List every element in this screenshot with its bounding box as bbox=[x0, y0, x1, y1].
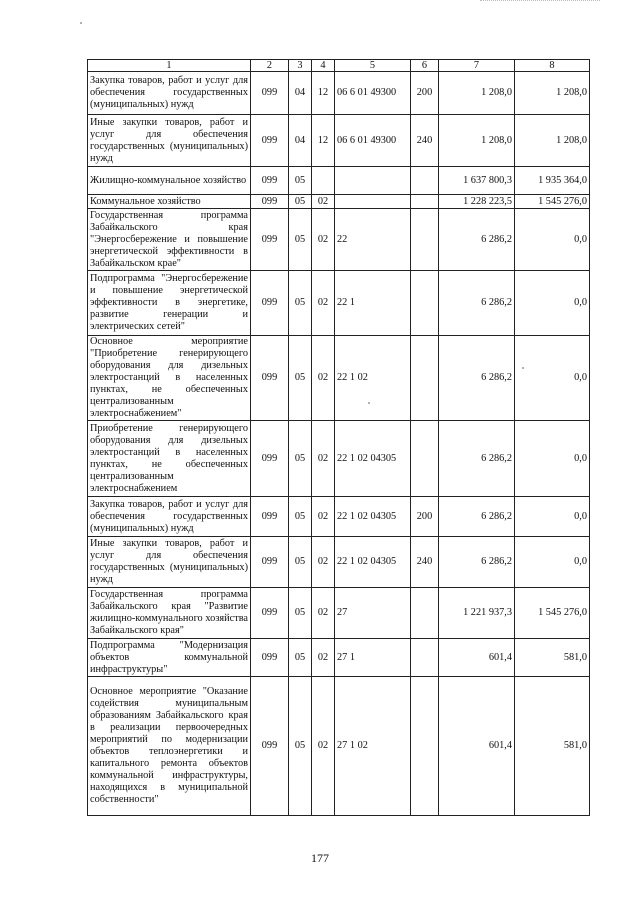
target-article-cell: 22 1 02 bbox=[335, 336, 411, 421]
target-article-cell: 27 bbox=[335, 588, 411, 639]
amount-year1-cell: 6 286,2 bbox=[439, 336, 515, 421]
subsection-cell: 02 bbox=[312, 497, 335, 537]
table-row bbox=[88, 537, 590, 588]
section-cell: 05 bbox=[289, 677, 312, 816]
table-row bbox=[88, 639, 590, 677]
item-name-cell: Закупка товаров, работ и услуг для обеспечения государственных (муниципальных) нужд bbox=[88, 497, 251, 537]
item-name-cell: Государственная программа Забайкальского края "Энергосбережение и повышение энергетической эффективности в Забайкальском крае" bbox=[88, 209, 251, 271]
header-cell: 6 bbox=[411, 60, 439, 72]
item-name-cell: Приобретение генерирующего оборудования для дизельных электростанций в населенных пунктах, не обеспеченных централизованным электроснабжением bbox=[88, 421, 251, 497]
table-row bbox=[88, 209, 590, 271]
item-name-cell: Закупка товаров, работ и услуг для обеспечения государственных (муниципальных) нужд bbox=[88, 72, 251, 115]
expense-type-cell: 200 bbox=[411, 72, 439, 115]
section-cell: 05 bbox=[289, 421, 312, 497]
page-number: 177 bbox=[311, 851, 329, 865]
subsection-cell: 02 bbox=[312, 195, 335, 209]
table-row bbox=[88, 588, 590, 639]
target-article-cell: 06 6 01 49300 bbox=[335, 72, 411, 115]
section-cell: 05 bbox=[289, 639, 312, 677]
target-article-cell: 22 1 bbox=[335, 271, 411, 336]
target-article-cell: 22 1 02 04305 bbox=[335, 497, 411, 537]
target-article-cell: 27 1 bbox=[335, 639, 411, 677]
table-row bbox=[88, 195, 590, 209]
target-article-cell: 22 bbox=[335, 209, 411, 271]
expense-type-cell: 200 bbox=[411, 497, 439, 537]
amount-year2-cell: 1 935 364,0 bbox=[515, 167, 590, 195]
target-article-cell bbox=[335, 195, 411, 209]
amount-year1-cell: 1 228 223,5 bbox=[439, 195, 515, 209]
expense-type-cell bbox=[411, 421, 439, 497]
amount-year2-cell: 581,0 bbox=[515, 677, 590, 816]
amount-year1-cell: 6 286,2 bbox=[439, 497, 515, 537]
header-cell: 7 bbox=[439, 60, 515, 72]
header-cell: 8 bbox=[515, 60, 590, 72]
target-article-cell bbox=[335, 167, 411, 195]
amount-year2-cell: 0,0 bbox=[515, 497, 590, 537]
item-name-cell: Основное мероприятие "Оказание содействия муниципальным образованиям Забайкальского края в реализации первоочередных мероприятий по модернизации объектов теплоэнергетики и капитального ремонта объектов коммунальной инфраструктуры, находящихся в муниципальной собственности" bbox=[88, 677, 251, 816]
amount-year1-cell: 601,4 bbox=[439, 677, 515, 816]
amount-year2-cell: 0,0 bbox=[515, 209, 590, 271]
expense-type-cell bbox=[411, 588, 439, 639]
subsection-cell: 02 bbox=[312, 588, 335, 639]
subsection-cell: 12 bbox=[312, 72, 335, 115]
admin-code-cell: 099 bbox=[251, 72, 289, 115]
expense-type-cell bbox=[411, 271, 439, 336]
table-row bbox=[88, 421, 590, 497]
item-name-cell: Коммунальное хозяйство bbox=[88, 195, 251, 209]
expense-type-cell bbox=[411, 639, 439, 677]
expense-type-cell bbox=[411, 336, 439, 421]
subsection-cell: 02 bbox=[312, 209, 335, 271]
scan-edge-mark bbox=[480, 0, 600, 3]
table-row bbox=[88, 497, 590, 537]
header-cell: 5 bbox=[335, 60, 411, 72]
target-article-cell: 27 1 02 bbox=[335, 677, 411, 816]
expense-type-cell bbox=[411, 195, 439, 209]
item-name-cell: Жилищно-коммунальное хозяйство bbox=[88, 167, 251, 195]
subsection-cell: 02 bbox=[312, 639, 335, 677]
amount-year1-cell: 6 286,2 bbox=[439, 271, 515, 336]
table-row bbox=[88, 677, 590, 816]
budget-table bbox=[87, 59, 590, 816]
section-cell: 05 bbox=[289, 209, 312, 271]
admin-code-cell: 099 bbox=[251, 209, 289, 271]
amount-year1-cell: 6 286,2 bbox=[439, 537, 515, 588]
expense-type-cell bbox=[411, 167, 439, 195]
amount-year1-cell: 1 208,0 bbox=[439, 72, 515, 115]
item-name-cell: Подпрограмма "Энергосбережение и повышение энергетической эффективности в энергетике, развитие генерации и электрических сетей" bbox=[88, 271, 251, 336]
section-cell: 04 bbox=[289, 115, 312, 167]
amount-year2-cell: 1 545 276,0 bbox=[515, 195, 590, 209]
header-cell: 1 bbox=[88, 60, 251, 72]
amount-year1-cell: 1 208,0 bbox=[439, 115, 515, 167]
target-article-cell: 22 1 02 04305 bbox=[335, 421, 411, 497]
admin-code-cell: 099 bbox=[251, 421, 289, 497]
subsection-cell: 02 bbox=[312, 421, 335, 497]
table-row bbox=[88, 72, 590, 115]
amount-year1-cell: 6 286,2 bbox=[439, 209, 515, 271]
subsection-cell: 02 bbox=[312, 677, 335, 816]
amount-year2-cell: 1 545 276,0 bbox=[515, 588, 590, 639]
item-name-cell: Иные закупки товаров, работ и услуг для обеспечения государственных (муниципальных) нужд bbox=[88, 537, 251, 588]
admin-code-cell: 099 bbox=[251, 336, 289, 421]
amount-year2-cell: 0,0 bbox=[515, 537, 590, 588]
table-row bbox=[88, 115, 590, 167]
target-article-cell: 22 1 02 04305 bbox=[335, 537, 411, 588]
item-name-cell: Основное мероприятие "Приобретение генерирующего оборудования для дизельных электростанций в населенных пунктах, не обеспеченных централизованным электроснабжением" bbox=[88, 336, 251, 421]
admin-code-cell: 099 bbox=[251, 537, 289, 588]
amount-year2-cell: 1 208,0 bbox=[515, 72, 590, 115]
subsection-cell: 12 bbox=[312, 115, 335, 167]
subsection-cell: 02 bbox=[312, 271, 335, 336]
subsection-cell: 02 bbox=[312, 537, 335, 588]
item-name-cell: Иные закупки товаров, работ и услуг для обеспечения государственных (муниципальных) нужд bbox=[88, 115, 251, 167]
target-article-cell: 06 6 01 49300 bbox=[335, 115, 411, 167]
section-cell: 05 bbox=[289, 497, 312, 537]
item-name-cell: Государственная программа Забайкальского края "Развитие жилищно-коммунального хозяйства Забайкальского края" bbox=[88, 588, 251, 639]
subsection-cell bbox=[312, 167, 335, 195]
table-row bbox=[88, 167, 590, 195]
admin-code-cell: 099 bbox=[251, 167, 289, 195]
admin-code-cell: 099 bbox=[251, 115, 289, 167]
expense-type-cell bbox=[411, 209, 439, 271]
amount-year2-cell: 0,0 bbox=[515, 421, 590, 497]
header-cell: 3 bbox=[289, 60, 312, 72]
section-cell: 04 bbox=[289, 72, 312, 115]
subsection-cell: 02 bbox=[312, 336, 335, 421]
header-cell: 4 bbox=[312, 60, 335, 72]
amount-year2-cell: 0,0 bbox=[515, 271, 590, 336]
expense-type-cell bbox=[411, 677, 439, 816]
table-row bbox=[88, 336, 590, 421]
amount-year2-cell: 0,0 bbox=[515, 336, 590, 421]
amount-year2-cell: 581,0 bbox=[515, 639, 590, 677]
section-cell: 05 bbox=[289, 271, 312, 336]
section-cell: 05 bbox=[289, 167, 312, 195]
section-cell: 05 bbox=[289, 537, 312, 588]
header-cell: 2 bbox=[251, 60, 289, 72]
amount-year1-cell: 1 637 800,3 bbox=[439, 167, 515, 195]
admin-code-cell: 099 bbox=[251, 588, 289, 639]
expense-type-cell: 240 bbox=[411, 115, 439, 167]
amount-year2-cell: 1 208,0 bbox=[515, 115, 590, 167]
amount-year1-cell: 601,4 bbox=[439, 639, 515, 677]
section-cell: 05 bbox=[289, 195, 312, 209]
section-cell: 05 bbox=[289, 588, 312, 639]
admin-code-cell: 099 bbox=[251, 639, 289, 677]
admin-code-cell: 099 bbox=[251, 497, 289, 537]
header-row bbox=[88, 60, 590, 72]
amount-year1-cell: 1 221 937,3 bbox=[439, 588, 515, 639]
scan-speck bbox=[80, 22, 82, 24]
admin-code-cell: 099 bbox=[251, 271, 289, 336]
admin-code-cell: 099 bbox=[251, 195, 289, 209]
amount-year1-cell: 6 286,2 bbox=[439, 421, 515, 497]
section-cell: 05 bbox=[289, 336, 312, 421]
expense-type-cell: 240 bbox=[411, 537, 439, 588]
item-name-cell: Подпрограмма "Модернизация объектов коммунальной инфраструктуры" bbox=[88, 639, 251, 677]
table-row bbox=[88, 271, 590, 336]
admin-code-cell: 099 bbox=[251, 677, 289, 816]
